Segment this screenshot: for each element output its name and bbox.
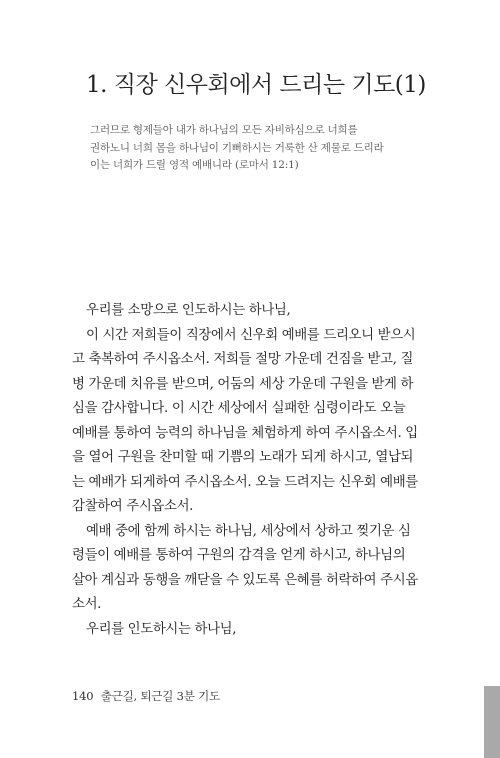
epigraph-line: 권하노니 너희 몸을 하나님이 기뻐하시는 거룩한 산 제물로 드리라 — [90, 141, 384, 154]
body-line: 고 축복하여 주시옵소서. 저희들 절망 가운데 건짐을 받고, 질 — [72, 352, 414, 367]
body-line: 병 가운데 치유를 받으며, 어둠의 세상 가운데 구원을 받게 하 — [72, 376, 414, 392]
body-line: 는 예배가 되게하여 주시옵소서. 오늘 드려지는 신우회 예배를 — [72, 474, 418, 490]
body-line: 우리를 소망으로 인도하시는 하나님, — [86, 303, 291, 318]
body-line: 예배 중에 함께 하시는 하나님, 세상에서 상하고 찢기운 심 — [86, 523, 411, 539]
body-line: 우리를 인도하시는 하나님, — [86, 621, 237, 637]
prayer-body — [72, 299, 432, 642]
epigraph — [90, 122, 425, 175]
epigraph-line: 그러므로 형제들아 내가 하나님의 모든 자비하심으로 너희를 — [90, 124, 358, 136]
body-line: 살아 계심과 동행을 깨닫을 수 있도록 은혜를 허락하여 주시옵 — [72, 572, 418, 588]
page-title: 1. 직장 신우회에서 드리는 기도(1) — [86, 72, 426, 98]
page-footer — [72, 688, 220, 704]
page-number: 140 — [72, 689, 94, 703]
page-edge-tab — [484, 686, 500, 758]
body-line: 예배를 통하여 능력의 하나님을 체험하게 하여 주시옵소서. 입 — [72, 425, 418, 441]
body-line: 심을 감사합니다. 이 시간 세상에서 실패한 심령이라도 오늘 — [72, 401, 406, 416]
epigraph-line: 이는 너희가 드릴 영적 예배니라 (로마서 12:1) — [90, 159, 299, 171]
body-line: 감찰하여 주시옵소서. — [72, 499, 194, 514]
body-line: 소서. — [72, 597, 102, 612]
body-line: 령들이 예배를 통하여 구원의 감격을 얻게 하시고, 하나님의 — [72, 548, 406, 563]
body-line: 이 시간 저희들이 직장에서 신우회 예배를 드리오니 받으시 — [86, 327, 416, 343]
body-line: 을 열어 구원을 찬미할 때 기쁨의 노래가 되게 하시고, 열납되 — [72, 450, 414, 465]
running-title: 출근길, 퇴근길 3분 기도 — [100, 689, 220, 703]
